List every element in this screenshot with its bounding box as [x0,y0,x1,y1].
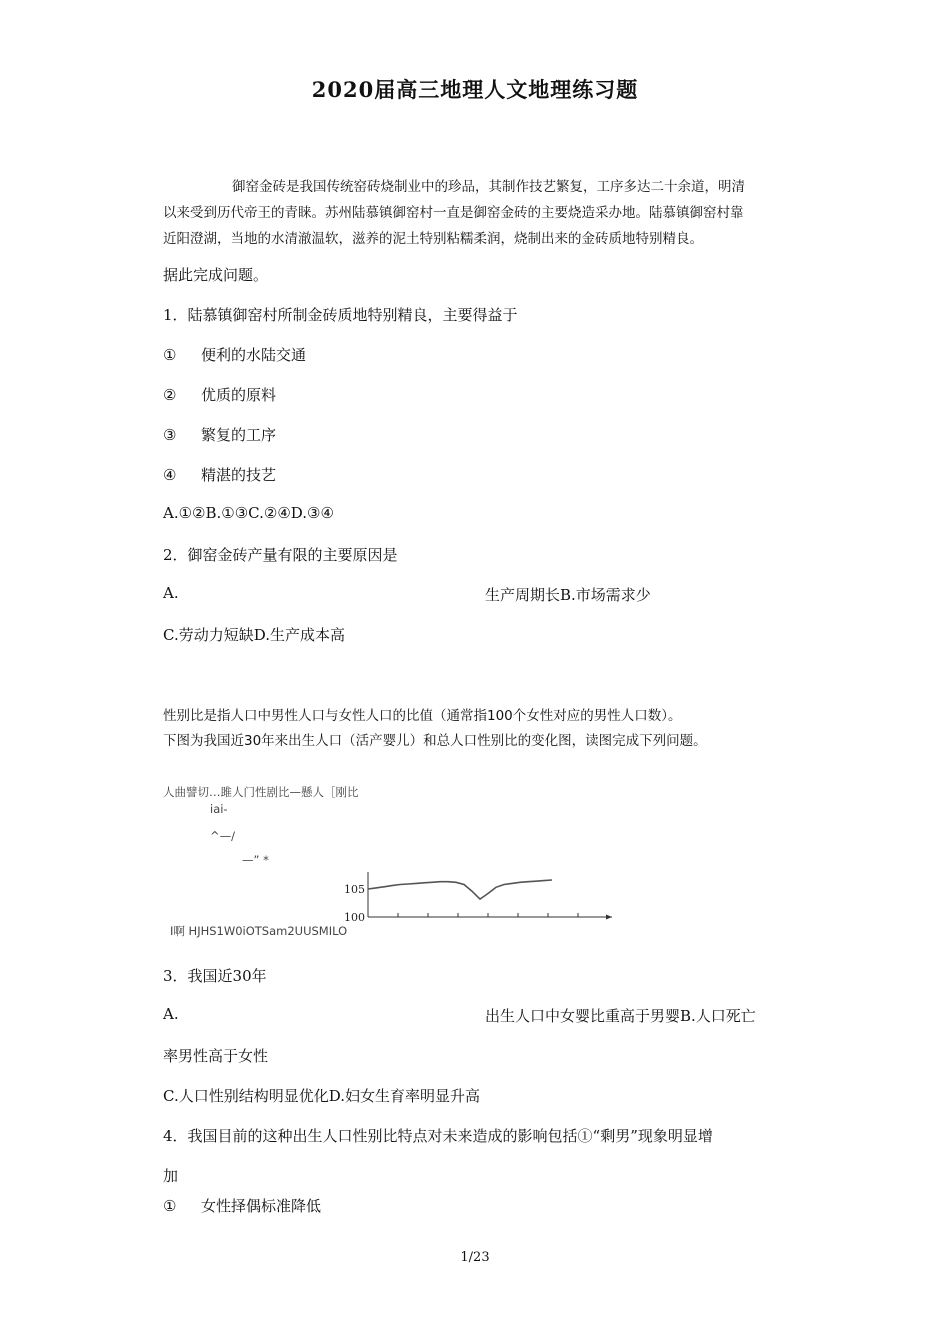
x-axis-arrow [606,915,612,920]
passage2-line1: 性别比是指人口中男性人口与女性人口的比值（通常指100个女性对应的男性人口数）。 [163,708,682,724]
q1-item-1 [163,344,306,365]
q3-option-a-label: A. [163,1005,179,1023]
q1-item-3-text: 繁复的工序 [201,426,277,444]
q1-item-2-text: 优质的原料 [201,386,277,404]
chart-garbled-label-1: iai- [210,802,228,816]
q1-item-4-text: 精湛的技艺 [201,466,277,484]
q4-item-1-text: 女性择偶标准降低 [201,1197,322,1215]
q4-stem-cont: 加 [163,1167,179,1185]
series-line [368,880,552,899]
chart-garbled-label-2: ^—/ [210,829,236,843]
sex-ratio-chart [330,868,620,928]
chart-garbled-legend: 人曲譬切…雎人门性剧比—懸人［刚比 [163,785,359,799]
chart-garbled-label-3: —” * [242,853,269,867]
q4-stem: 4．我国目前的这种出生人口性别比特点对未来造成的影响包括①“剩男”现象明显增 [163,1127,713,1145]
q1-item-4-num: ④ [163,466,177,484]
passage1-line1: 御窑金砖是我国传统窑砖烧制业中的珍品，其制作技艺繁复，工序多达二十余道，明清 [232,179,745,195]
q1-stem: 1．陆慕镇御窑村所制金砖质地特别精良，主要得益于 [163,306,518,324]
q3-stem: 3．我国近30年 [163,967,267,985]
q1-item-1-num: ① [163,346,177,364]
page-number: 1/23 [460,1250,490,1265]
q1-item-3-num: ③ [163,426,177,444]
passage1-line3: 近阳澄湖，当地的水清澈温软，滋养的泥土特别粘糯柔润，烧制出来的金砖质地特别精良。 [163,231,703,247]
q2-option-c-d: C.劳动力短缺D.生产成本高 [163,626,345,644]
q1-item-2-num: ② [163,386,177,404]
q4-item-1-num: ① [163,1197,177,1215]
q1-item-3 [163,424,276,445]
y-tick-label: 105 [344,883,365,896]
chart-garbled-bottom: I啊 HJHS1W0iOTSam2UUSMILO [170,924,348,938]
page-title: 2020届高三地理人文地理练习题 [311,77,639,102]
prompt-text: 据此完成问题。 [163,266,269,284]
q2-option-a-label: A. [163,584,179,602]
q2-stem: 2．御窑金砖产量有限的主要原因是 [163,546,398,564]
y-tick-label: 100 [344,911,365,924]
passage1-line2: 以来受到历代帝王的青睐。苏州陆慕镇御窑村一直是御窑金砖的主要烧造采办地。陆慕镇御窑村靠 [163,205,744,221]
q3-option-b-cont: 率男性高于女性 [163,1047,269,1065]
q3-option-c-d: C.人口性别结构明显优化D.妇女生育率明显升高 [163,1087,480,1105]
q1-item-2 [163,384,276,405]
q3-option-a-b: 出生人口中女婴比重高于男婴B.人口死亡 [485,1007,756,1025]
q2-option-a-b: 生产周期长B.市场需求少 [485,586,651,604]
q1-item-4 [163,464,276,485]
q1-item-1-text: 便利的水陆交通 [201,346,307,364]
q1-choices: A.①②B.①③C.②④D.③④ [163,504,334,522]
passage2-line2: 下图为我国近30年来出生人口（活产婴儿）和总人口性别比的变化图，读图完成下列问题。 [163,733,707,749]
q4-item-1 [163,1195,321,1216]
